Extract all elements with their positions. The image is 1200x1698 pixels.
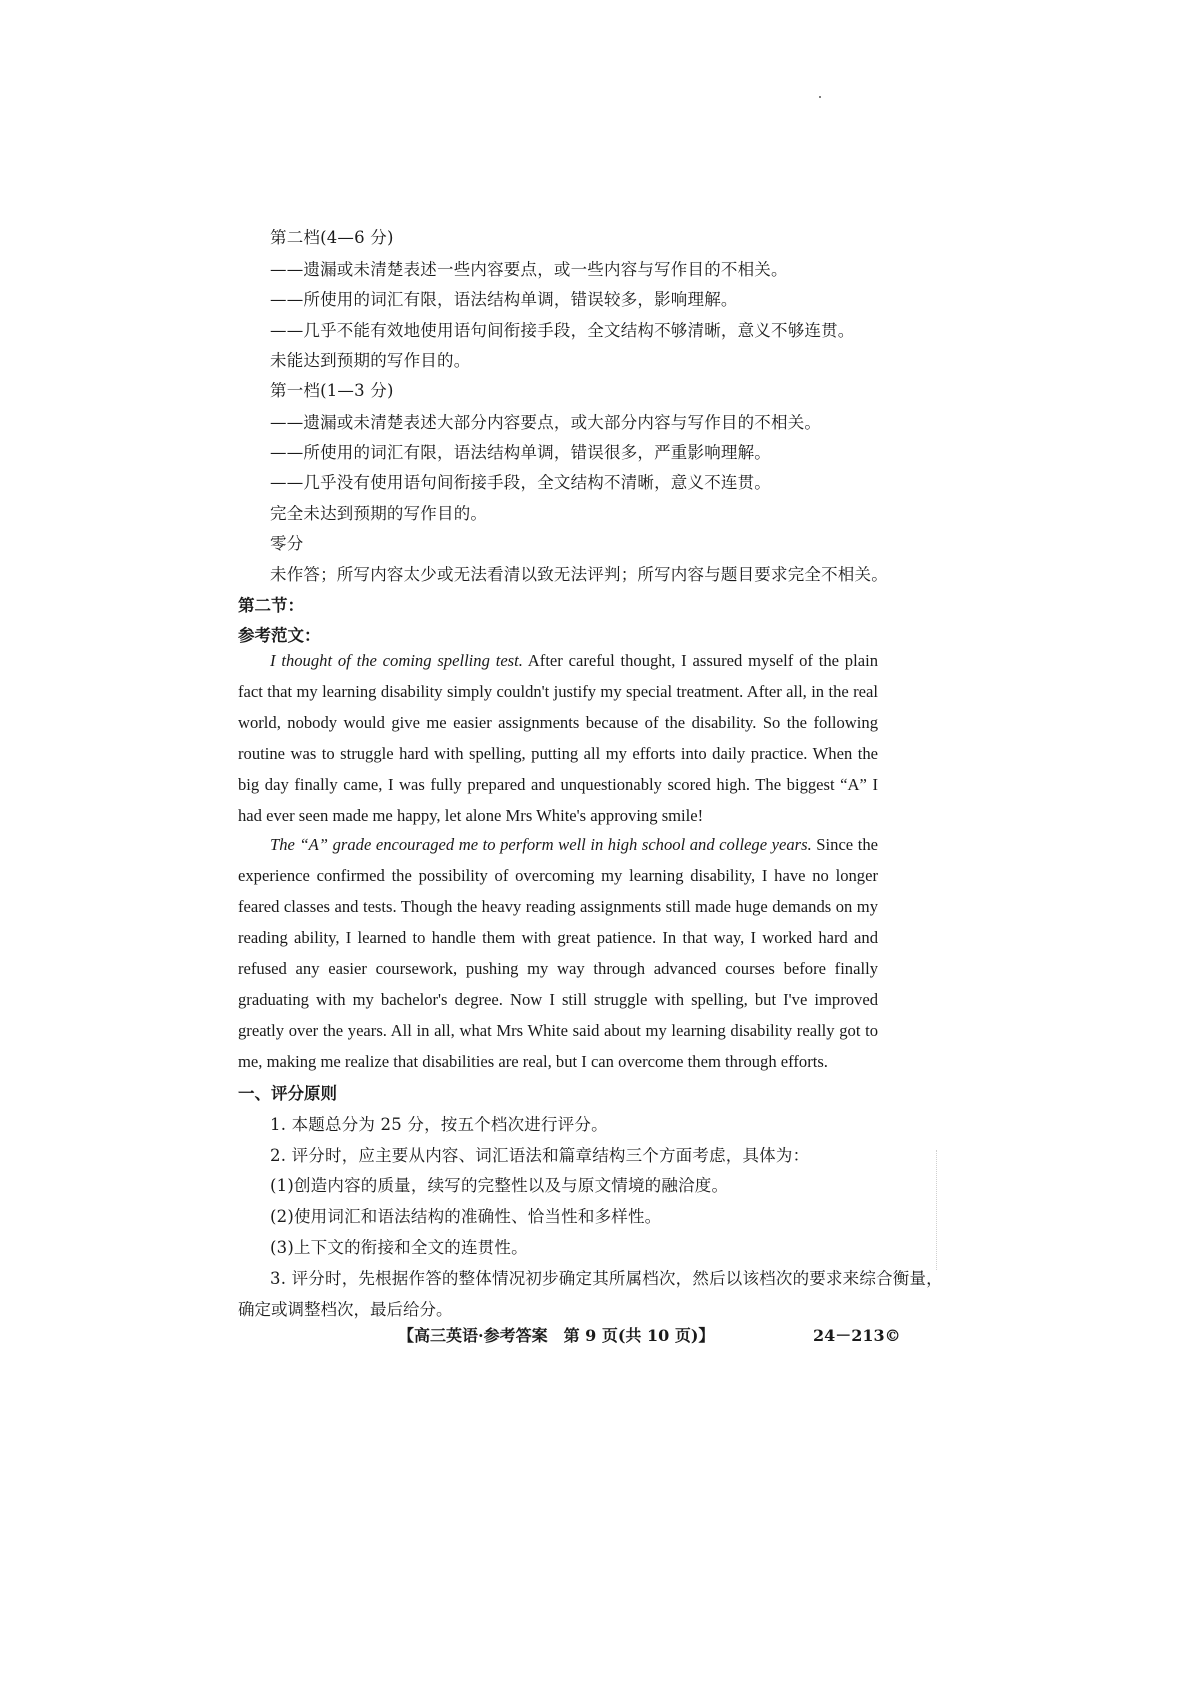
zero-title: 零分: [270, 534, 304, 553]
section-two-heading: 第二节：: [238, 596, 304, 615]
paragraph-2-lead: The “A” grade encouraged me to perform well in high school and college years.: [270, 835, 812, 854]
sample-essay-heading: 参考范文：: [238, 626, 321, 645]
scan-fold-mark: [936, 1150, 937, 1270]
principle-2-sub-3: (3)上下文的衔接和全文的连贯性。: [270, 1238, 528, 1257]
grade-two-item-3: ——几乎不能有效地使用语句间衔接手段，全文结构不够清晰，意义不够连贯。: [270, 321, 855, 340]
grade-one-conclusion: 完全未达到预期的写作目的。: [270, 504, 488, 523]
paragraph-1-body: After careful thought, I assured myself of the plain fact that my learning disability simply couldn't justify my special treatment. After all, in the real world, nobody would give me easier assignments because of the disability. So the following routine was to struggle hard with spelling, putting all my efforts into daily practice. When the big day finally came, I was fully prepared and unquestionably scored high. The biggest “A” I had ever seen made me happy, let alone Mrs White's approving smile!: [238, 651, 878, 825]
principle-2: 2. 评分时，应主要从内容、词汇语法和篇章结构三个方面考虑，具体为：: [270, 1146, 810, 1165]
page-footer-code: 24－213©: [813, 1326, 901, 1345]
principle-2-sub-2: (2)使用词汇和语法结构的准确性、恰当性和多样性。: [270, 1207, 662, 1226]
sample-paragraph-1: [238, 645, 878, 831]
scan-speck: [819, 96, 821, 98]
zero-text: 未作答；所写内容太少或无法看清以致无法评判；所写内容与题目要求完全不相关。: [270, 565, 888, 584]
paragraph-2-body: Since the experience confirmed the possibility of overcoming my learning disability, I have no longer feared classes and tests. Though the heavy reading assignments still made huge demands on my reading ability, I learned to handle them with great patience. In that way, I worked hard and refused any easier coursework, pushing my way through advanced courses before finally graduating with my bachelor's degree. Now I still struggle with spelling, but I've improved greatly over the years. All in all, what Mrs White said about my learning disability really got to me, making me realize that disabilities are real, but I can overcome them through efforts.: [238, 835, 878, 1071]
principle-2-sub-1: (1)创造内容的质量，续写的完整性以及与原文情境的融洽度。: [270, 1176, 729, 1195]
grade-one-item-3: ——几乎没有使用语句间衔接手段，全文结构不清晰，意义不连贯。: [270, 473, 771, 492]
grade-two-conclusion: 未能达到预期的写作目的。: [270, 351, 471, 370]
principle-3-line-2: 确定或调整档次，最后给分。: [238, 1300, 453, 1319]
principle-3-line-1: 3. 评分时，先根据作答的整体情况初步确定其所属档次，然后以该档次的要求来综合衡量，: [270, 1269, 943, 1288]
grade-two-title: 第二档(4—6 分): [270, 228, 394, 247]
grade-one-item-2: ——所使用的词汇有限，语法结构单调，错误很多，严重影响理解。: [270, 443, 771, 462]
page-footer-info: 【高三英语·参考答案 第 9 页(共 10 页)】: [398, 1326, 715, 1345]
principle-1: 1. 本题总分为 25 分，按五个档次进行评分。: [270, 1115, 608, 1134]
grade-two-item-2: ——所使用的词汇有限，语法结构单调，错误较多，影响理解。: [270, 290, 738, 309]
grade-one-title: 第一档(1—3 分): [270, 381, 394, 400]
principles-heading: 一、评分原则: [238, 1084, 337, 1103]
grade-one-item-1: ——遗漏或未清楚表述大部分内容要点，或大部分内容与写作目的不相关。: [270, 413, 822, 432]
sample-paragraph-2: [238, 829, 878, 1077]
grade-two-item-1: ——遗漏或未清楚表述一些内容要点，或一些内容与写作目的不相关。: [270, 260, 788, 279]
paragraph-1-lead: I thought of the coming spelling test.: [270, 651, 523, 670]
